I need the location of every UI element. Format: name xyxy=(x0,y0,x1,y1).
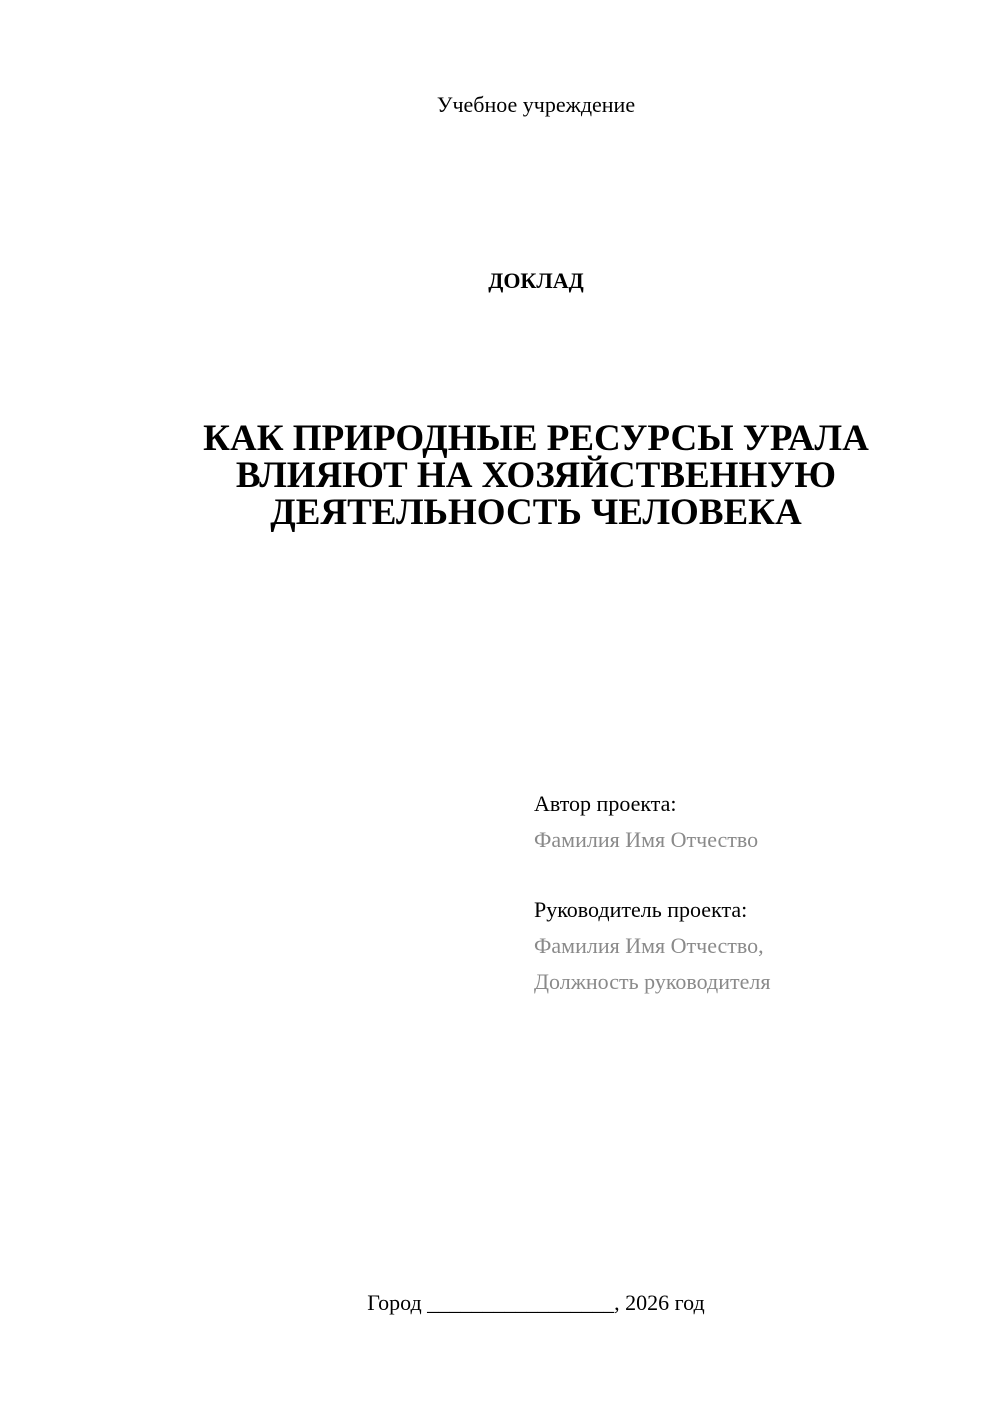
document-title xyxy=(150,420,922,531)
title-line-2: ВЛИЯЮТ НА ХОЗЯЙСТВЕННУЮ xyxy=(235,455,837,496)
document-type: ДОКЛАД xyxy=(488,268,584,293)
title-line-3: ДЕЯТЕЛЬНОСТЬ ЧЕЛОВЕКА xyxy=(270,492,802,533)
title-line-1: КАК ПРИРОДНЫЕ РЕСУРСЫ УРАЛА xyxy=(203,418,869,459)
institution-name: Учебное учреждение xyxy=(436,92,636,117)
author-name: Фамилия Имя Отчество xyxy=(534,827,759,852)
supervisor-position: Должность руководителя xyxy=(534,969,771,994)
city-year-line: Город _________________, 2026 год xyxy=(367,1290,705,1315)
supervisor-label: Руководитель проекта: xyxy=(534,897,748,922)
author-label: Автор проекта: xyxy=(534,791,677,816)
supervisor-name: Фамилия Имя Отчество, xyxy=(534,933,764,958)
author-block xyxy=(534,786,758,858)
supervisor-block xyxy=(534,892,770,1000)
